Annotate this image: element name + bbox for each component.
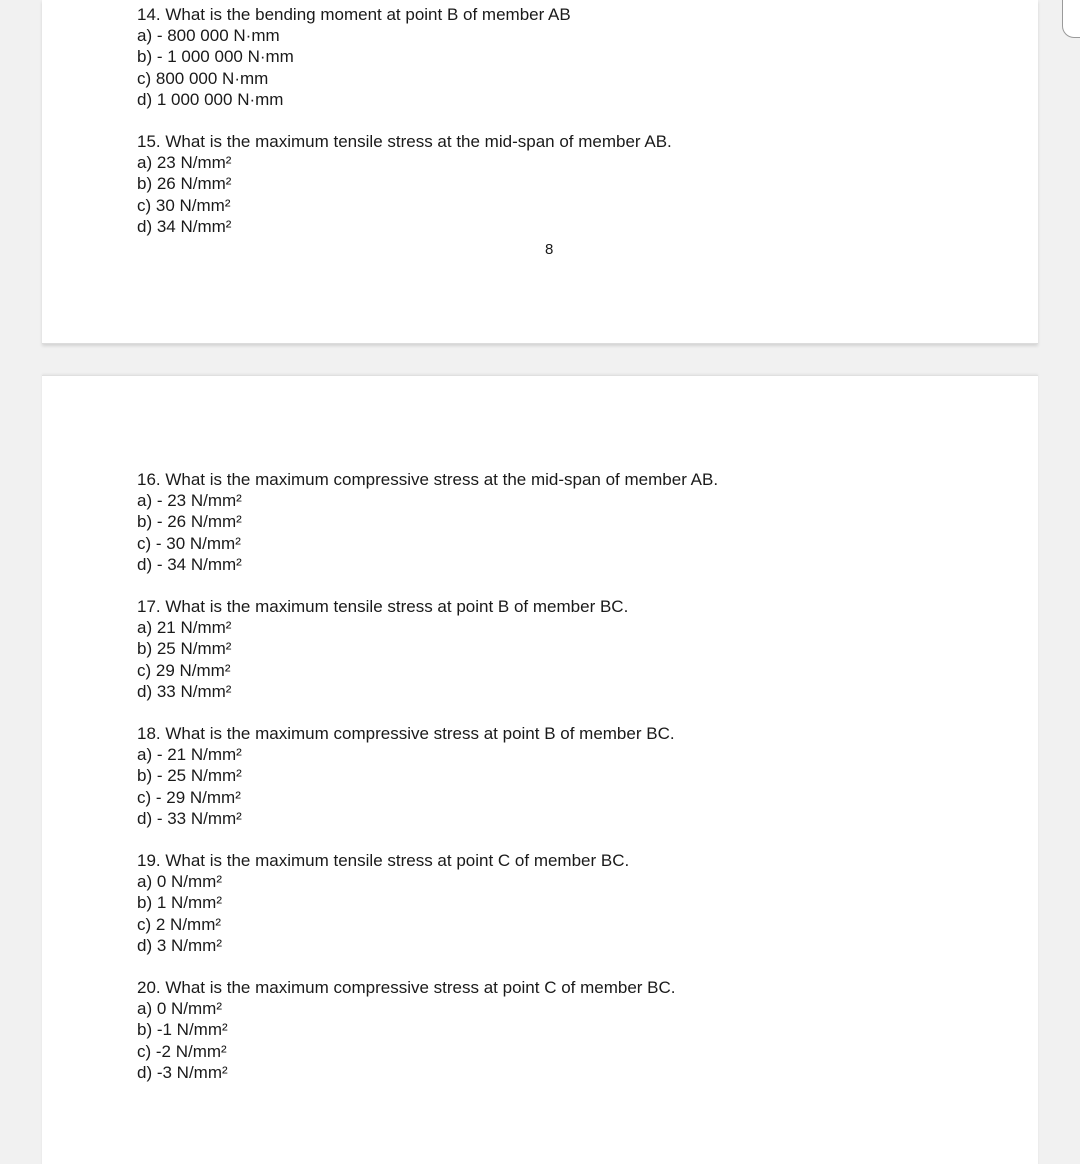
document-page xyxy=(42,0,1038,344)
answer-option: d) - 34 N/mm² xyxy=(137,554,242,574)
question-block xyxy=(137,723,957,829)
answer-option: c) 29 N/mm² xyxy=(137,660,231,680)
question-text: 14. What is the bending moment at point B of member AB xyxy=(137,5,571,24)
question-block xyxy=(137,596,957,702)
question-text: 15. What is the maximum tensile stress at the mid-span of member AB. xyxy=(137,132,672,151)
answer-option: b) 26 N/mm² xyxy=(137,174,232,194)
question-block xyxy=(137,977,957,1083)
question-text: 20. What is the maximum compressive stress at point C of member BC. xyxy=(137,978,676,997)
question-text: 16. What is the maximum compressive stress at the mid-span of member AB. xyxy=(137,470,719,489)
question-text: 17. What is the maximum tensile stress at point B of member BC. xyxy=(137,597,629,616)
answer-option: b) - 26 N/mm² xyxy=(137,512,242,532)
answer-option: a) - 21 N/mm² xyxy=(137,745,242,765)
answer-option: a) 0 N/mm² xyxy=(137,999,222,1019)
answer-option: d) 1 000 000 N·mm xyxy=(137,89,284,109)
answer-option: b) 25 N/mm² xyxy=(137,639,232,659)
answer-option: d) -3 N/mm² xyxy=(137,1062,228,1082)
answer-option: d) 33 N/mm² xyxy=(137,681,232,701)
page-number: 8 xyxy=(545,241,554,258)
document-page xyxy=(42,375,1038,1164)
answer-option: c) - 30 N/mm² xyxy=(137,533,241,553)
answer-option: c) 2 N/mm² xyxy=(137,914,222,934)
question-block xyxy=(137,131,957,237)
answer-option: b) -1 N/mm² xyxy=(137,1020,228,1040)
answer-option: c) - 29 N/mm² xyxy=(137,787,241,807)
answer-option: b) - 25 N/mm² xyxy=(137,766,242,786)
answer-option: c) 30 N/mm² xyxy=(137,195,231,215)
answer-option: c) -2 N/mm² xyxy=(137,1041,227,1061)
answer-option: d) - 33 N/mm² xyxy=(137,808,242,828)
answer-option: d) 34 N/mm² xyxy=(137,216,232,236)
question-block xyxy=(137,4,957,110)
answer-option: c) 800 000 N·mm xyxy=(137,68,269,88)
answer-option: a) 21 N/mm² xyxy=(137,618,232,638)
side-panel-tab[interactable] xyxy=(1062,0,1080,38)
answer-option: b) - 1 000 000 N·mm xyxy=(137,47,294,67)
question-text: 18. What is the maximum compressive stress at point B of member BC. xyxy=(137,724,675,743)
question-text: 19. What is the maximum tensile stress at point C of member BC. xyxy=(137,851,630,870)
answer-option: b) 1 N/mm² xyxy=(137,893,222,913)
answer-option: d) 3 N/mm² xyxy=(137,935,222,955)
question-block xyxy=(137,469,957,575)
answer-option: a) 0 N/mm² xyxy=(137,872,222,892)
answer-option: a) - 23 N/mm² xyxy=(137,491,242,511)
answer-option: a) - 800 000 N·mm xyxy=(137,26,280,46)
question-block xyxy=(137,850,957,956)
answer-option: a) 23 N/mm² xyxy=(137,153,232,173)
